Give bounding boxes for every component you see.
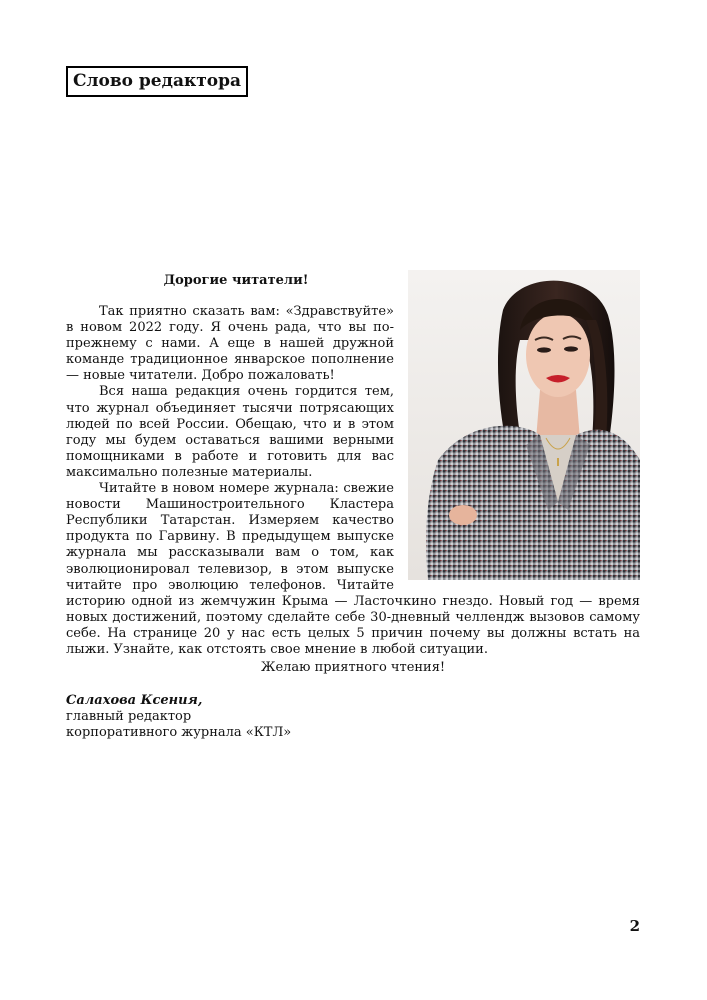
- paragraph-2: Вся наша редакция очень гордится тем, что журнал объединяет тысячи потрясающих людей по всей России. Обещаю, что и в этом году мы будем оставаться вашими верными помощниками в работе и готовить для вас максимально полезные материалы.: [66, 384, 394, 480]
- editor-position: главный редактор: [66, 709, 192, 724]
- signature-block: [66, 693, 291, 741]
- greeting: Дорогие читатели!: [163, 273, 309, 288]
- editor-letter: [66, 304, 640, 658]
- editor-photo: [408, 270, 640, 580]
- closing-line: Желаю приятного чтения!: [260, 660, 446, 675]
- paragraph-3: Читайте в новом номере журнала: свежие новости Машиностроительного Кластера Республики Татарстан. Измеряем качество продукта по Гарвину. В предыдущем выпуске журнала мы рассказывали вам о том, как эволюционировал телевизор, в этом выпуске читайте про эволюцию телефонов. Читайте историю одной из жемчужин Крыма — Ласточкино гнездо. Новый год — время новых достижений, поэтому сделайте себе 30-дневный челлендж вызовов самому себе. На странице 20 у нас есть целых 5 причин почему вы должны встать на лыжи. Узнайте, как отстоять свое мнение в любой ситуации.: [66, 481, 640, 657]
- page-number: 2: [629, 917, 640, 935]
- paragraph-1: Так приятно сказать вам: «Здравствуйте» в новом 2022 году. Я очень рада, что вы по-прежнему с нами. А еще в нашей дружной команде традиционное январское пополнение — новые читатели. Добро пожаловать!: [66, 304, 394, 384]
- page-heading: Слово редактора: [66, 66, 248, 97]
- editor-name: Салахова Ксения,: [66, 693, 203, 708]
- editor-organization: корпоративного журнала «КТЛ»: [66, 725, 292, 740]
